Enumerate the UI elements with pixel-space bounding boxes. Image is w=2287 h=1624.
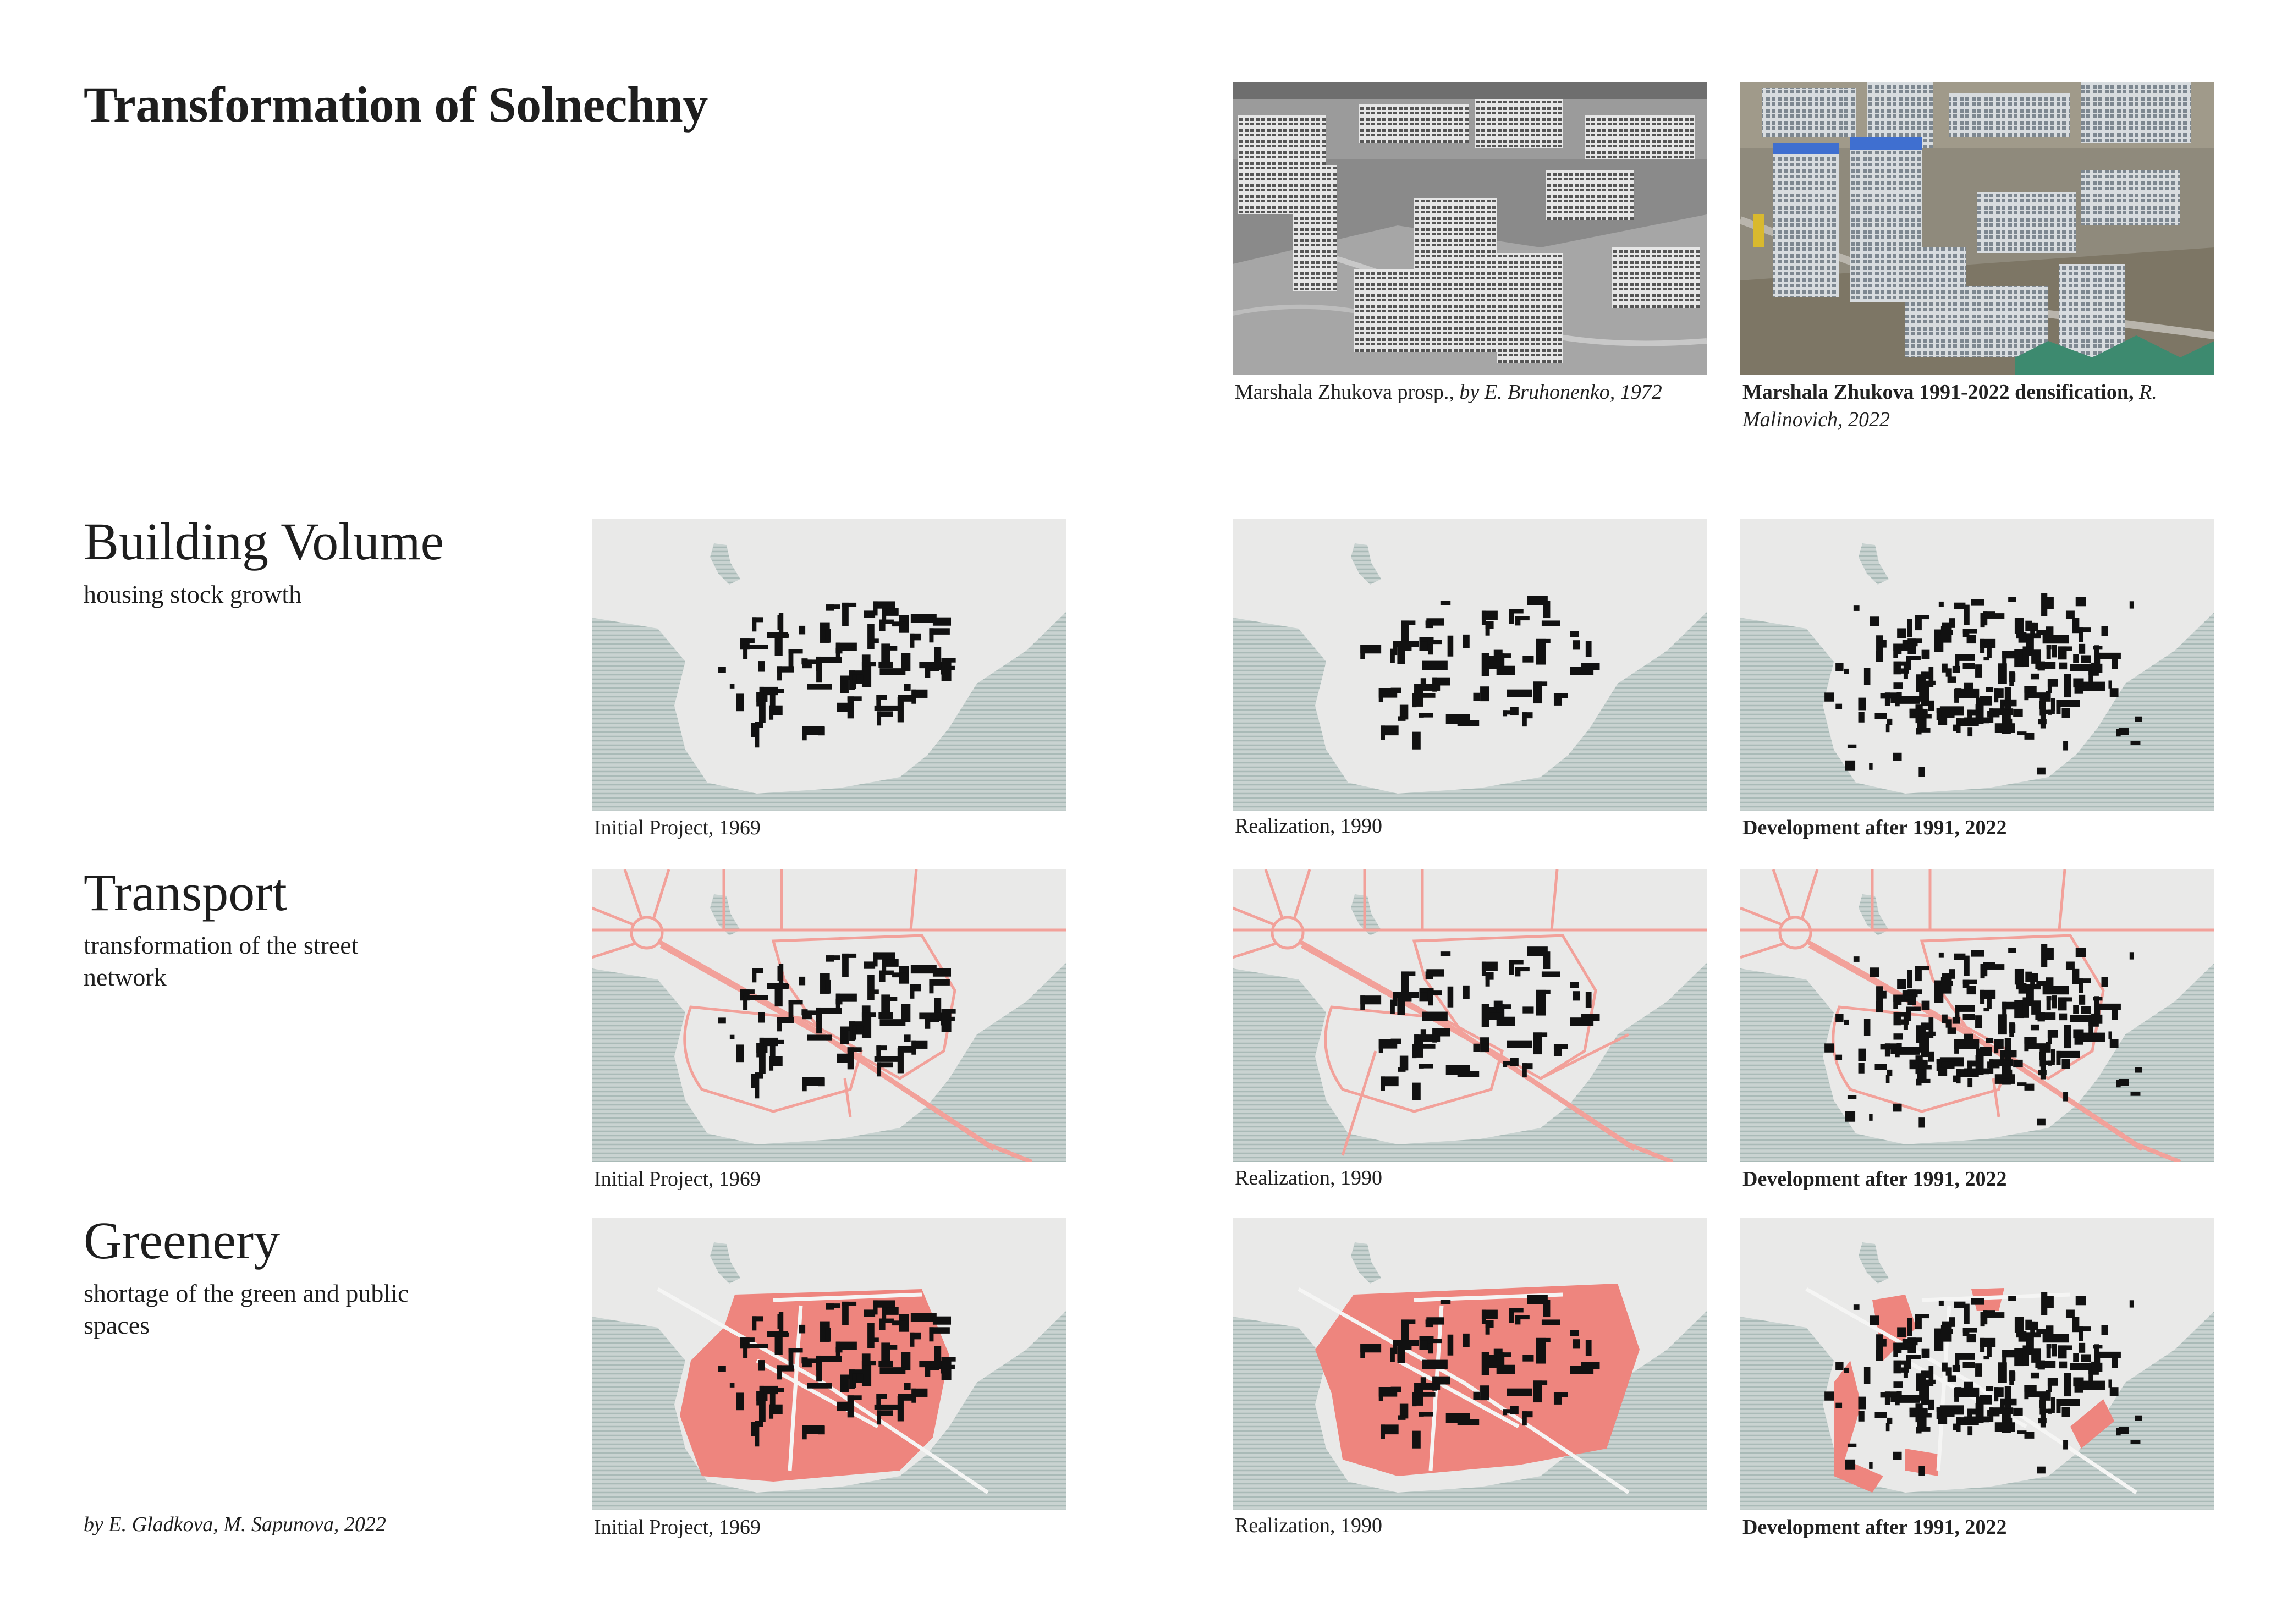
caption-building-development: Development after 1991, 2022 [1742, 816, 2007, 839]
caption-transport-initial: Initial Project, 1969 [594, 1168, 761, 1191]
photo-2022-caption [1742, 378, 2215, 433]
caption-transport-development: Development after 1991, 2022 [1742, 1168, 2007, 1191]
caption-greenery-initial: Initial Project, 1969 [594, 1516, 761, 1539]
caption-greenery-realization: Realization, 1990 [1235, 1514, 1383, 1537]
map-transport-initial [592, 869, 1066, 1162]
map-transport-realization [1233, 869, 1707, 1162]
map-building-realization [1233, 519, 1707, 811]
page-title: Transformation of Solnechny [84, 76, 708, 133]
section-title-building-volume: Building Volume [84, 512, 444, 571]
historic-photo-1972 [1233, 82, 1707, 375]
caption-building-initial: Initial Project, 1969 [594, 816, 761, 839]
photo-1972-caption [1235, 378, 1730, 406]
section-subtitle-building-volume: housing stock growth [84, 580, 302, 608]
photo-2022-caption-bold: Marshala Zhukova 1991-2022 densification, [1742, 381, 2140, 404]
caption-building-realization: Realization, 1990 [1235, 814, 1383, 838]
map-transport-development [1740, 869, 2214, 1162]
aerial-photo-2022 [1740, 82, 2214, 375]
author-credit: by E. Gladkova, M. Sapunova, 2022 [84, 1513, 386, 1536]
photo-1972-caption-plain: Marshala Zhukova prosp., [1235, 381, 1460, 404]
map-building-development [1740, 519, 2214, 811]
map-greenery-initial [592, 1218, 1066, 1510]
section-subtitle-transport: transformation of the street network [84, 931, 359, 991]
map-building-initial [592, 519, 1066, 811]
map-greenery-development [1740, 1218, 2214, 1510]
section-subtitle-greenery: shortage of the green and public spaces [84, 1279, 409, 1339]
caption-greenery-development: Development after 1991, 2022 [1742, 1516, 2007, 1539]
caption-transport-realization: Realization, 1990 [1235, 1166, 1383, 1190]
map-greenery-realization [1233, 1218, 1707, 1510]
photo-1972-caption-italic: by E. Bruhonenko, 1972 [1459, 381, 1662, 404]
section-title-transport: Transport [84, 863, 287, 922]
photo-2022-caption-italic: R. Malinovich, 2022 [1742, 381, 2157, 431]
section-title-greenery: Greenery [84, 1211, 281, 1270]
green-spaces [1315, 1284, 1640, 1476]
